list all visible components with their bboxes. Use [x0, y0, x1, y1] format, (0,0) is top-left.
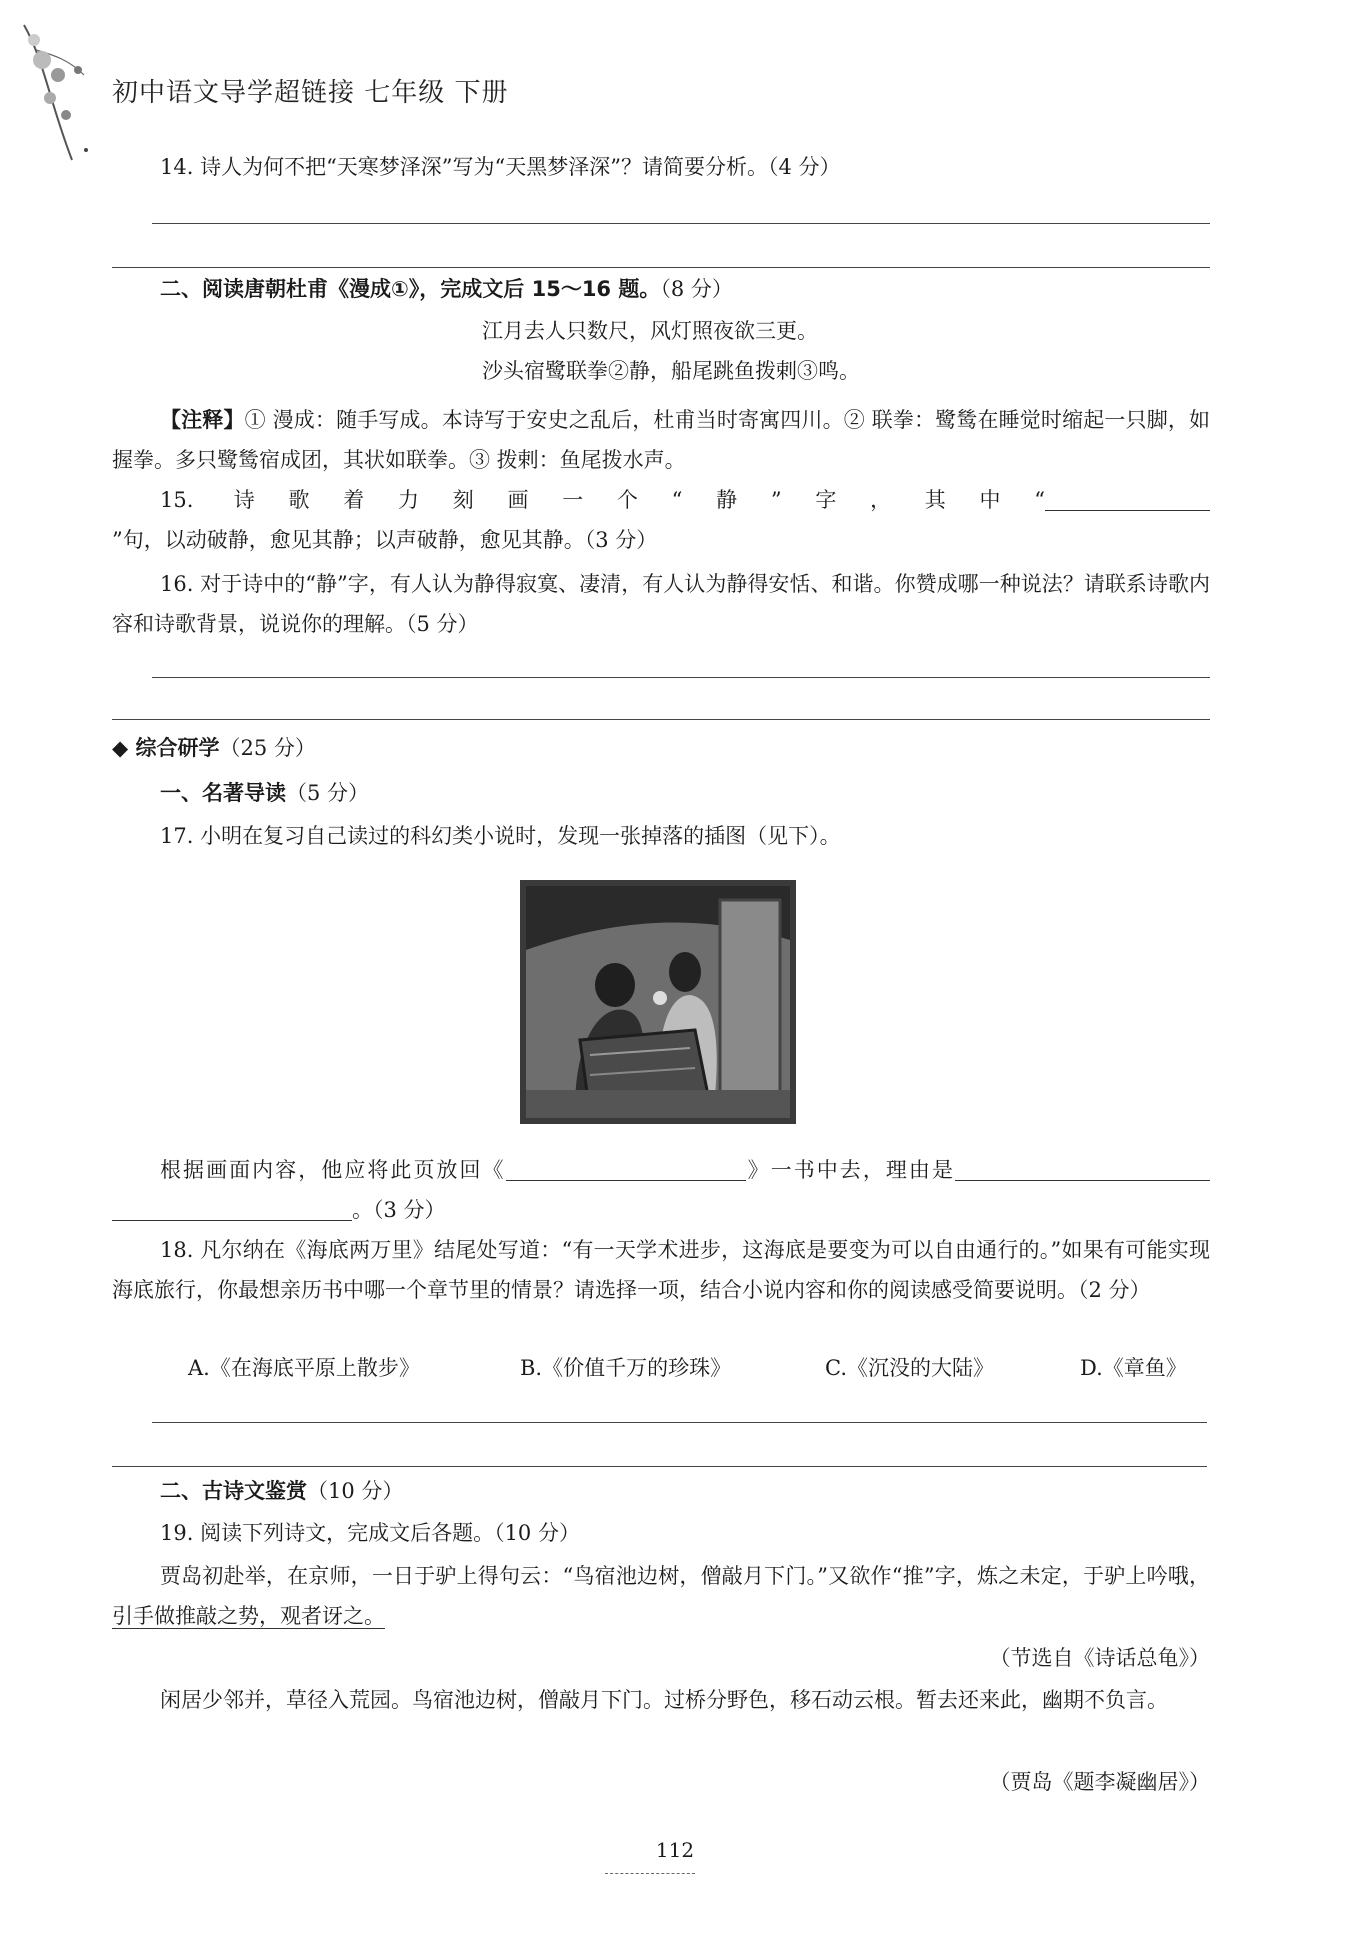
question-14: 14. 诗人为何不把“天寒梦泽深”写为“天黑梦泽深”？请简要分析。（4 分）: [160, 155, 841, 179]
book-title-blank[interactable]: [506, 1158, 746, 1181]
answer-line[interactable]: [112, 1466, 1207, 1467]
book-header-title: 初中语文导学超链接 七年级 下册: [112, 78, 509, 108]
answer-line[interactable]: [112, 267, 1210, 268]
page-number-divider: [605, 1873, 695, 1874]
q18-option-c[interactable]: C.《沉没的大陆》: [825, 1356, 994, 1380]
question-19: 19. 阅读下列诗文，完成文后各题。（10 分）: [160, 1521, 580, 1545]
novel-illustration-image: [520, 880, 796, 1124]
comprehensive-heading: ◆ 综合研学（25 分）: [112, 736, 316, 760]
question-15: 15. 诗歌着力刻画一个“静”字，其中“”句，以动破静，愈见其静；以声破静，愈见其静。（3 分）: [112, 480, 1210, 560]
question-18: 18. 凡尔纳在《海底两万里》结尾处写道：“有一天学术进步，这海底是要变为可以自由通行的。”如果有可能实现海底旅行，你最想亲历书中哪一个章节里的情景？请选择一项，结合小说内容和你的阅读感受简要说明。（2 分）: [112, 1238, 1210, 1302]
source-jia-dao-poem: （贾岛《题李凝幽居》）: [989, 1770, 1210, 1794]
poem-line-2: 沙头宿鹭联拳②静，船尾跳鱼拨剌③鸣。: [482, 359, 860, 383]
page-number: 112: [655, 1838, 695, 1862]
poem-line-1: 江月去人只数尺，风灯照夜欲三更。: [482, 319, 818, 343]
poem-ti-li-ning-you-ju: 闲居少邻并，草径入荒园。鸟宿池边树，僧敲月下门。过桥分野色，移石动云根。暂去还来此，幽期不负言。: [160, 1688, 1168, 1712]
passage-shihua-zonggui: 贾岛初赴举，在京师，一日于驴上得句云：“鸟宿池边树，僧敲月下门。”又欲作“推”字，炼之未定，于驴上吟哦，引手做推敲之势，观者讶之。: [112, 1564, 1210, 1628]
flower-branch-decoration: [14, 20, 94, 170]
question-16: 16. 对于诗中的“静”字，有人认为静得寂寞、凄清，有人认为静得安恬、和谐。你赞成哪一种说法？请联系诗歌内容和诗歌背景，说说你的理解。（5 分）: [112, 572, 1210, 636]
reason-blank[interactable]: [955, 1158, 1210, 1181]
q18-option-a[interactable]: A.《在海底平原上散步》: [188, 1356, 420, 1380]
underlined-phrase: 引手做推敲之势，观者讶之。: [112, 1604, 385, 1628]
ancient-poetry-heading: 二、古诗文鉴赏（10 分）: [160, 1479, 404, 1503]
source-shihua-zonggui: （节选自《诗话总龟》）: [989, 1646, 1210, 1670]
answer-line[interactable]: [152, 677, 1210, 678]
annotation-notes: 【注释】① 漫成：随手写成。本诗写于安史之乱后，杜甫当时寄寓四川。② 联拳：鹭鸶在睡觉时缩起一只脚，如握拳。多只鹭鸶宿成团，其状如联拳。③ 拨剌：鱼尾拨水声。: [112, 408, 1211, 472]
answer-line[interactable]: [152, 1422, 1207, 1423]
q18-option-b[interactable]: B.《价值千万的珍珠》: [520, 1356, 732, 1380]
answer-line[interactable]: [112, 719, 1210, 720]
classics-reading-heading: 一、名著导读（5 分）: [160, 781, 370, 805]
answer-line[interactable]: [152, 223, 1210, 224]
fill-in-blank[interactable]: [1045, 488, 1210, 511]
question-17: 17. 小明在复习自己读过的科幻类小说时，发现一张掉落的插图（见下）。: [160, 824, 841, 848]
reason-blank-continued[interactable]: [112, 1198, 352, 1221]
q18-option-d[interactable]: D.《章鱼》: [1080, 1356, 1187, 1380]
section-2-heading: 二、阅读唐朝杜甫《漫成①》，完成文后 15～16 题。（8 分）: [160, 277, 733, 301]
question-17-answer: 根据画面内容，他应将此页放回《 》一书中去，理由是。（3 分）: [112, 1150, 1210, 1230]
